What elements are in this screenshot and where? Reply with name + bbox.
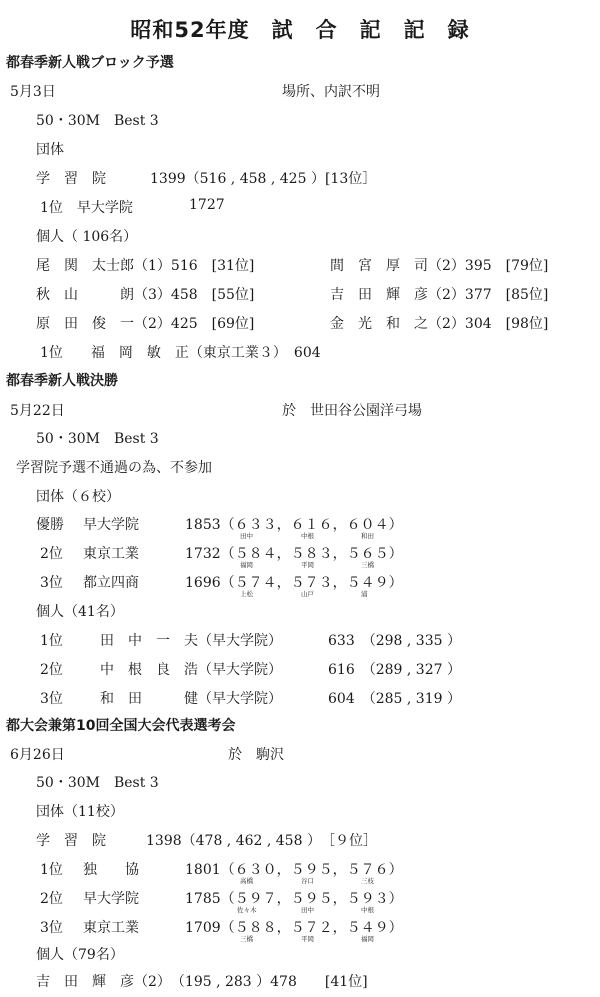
team-school: 学 習 院: [36, 171, 106, 187]
individual-result: 吉 田 輝 彦（2）377 [85位]: [330, 287, 549, 303]
team-rank: 2位: [40, 891, 63, 907]
page-title: 昭和52年度 試 合 記 記 録: [130, 18, 470, 42]
team-score: 1398（478 , 462 , 458 ） ［９位］: [146, 833, 377, 849]
team-first-place: 1位 早大学院: [40, 200, 133, 216]
individual-rank: 3位: [40, 691, 63, 707]
team-school: 早大学院: [83, 517, 139, 533]
team-score: 1696（５７４，５７３，５４９）: [185, 575, 403, 591]
team-school: 東京工業: [83, 546, 139, 562]
member-name: 中根: [301, 532, 314, 540]
individual-first-place: 1位 福 岡 敏 正（東京工業３） 604: [40, 345, 321, 361]
team-rank: 1位: [40, 862, 63, 878]
team-score: 1732（５８４，５８３，５６５）: [185, 546, 403, 562]
member-name: 上松: [240, 590, 253, 598]
team-school: 独 協: [83, 862, 139, 878]
member-name: 三橋: [361, 561, 374, 569]
event-date: 5月22日: [10, 403, 65, 419]
team-label: 団体（11校）: [36, 804, 124, 820]
member-name: 田中: [301, 906, 314, 914]
individual-label: 個人（79名）: [36, 947, 124, 963]
member-name: 中根: [361, 906, 374, 914]
individual-score: 633 （298 , 335 ）: [328, 633, 461, 649]
team-school: 早大学院: [83, 891, 139, 907]
individual-score: 604 （285 , 319 ）: [328, 691, 461, 707]
section-heading-tokyo-championship: 都大会兼第10回全国大会代表選考会: [6, 718, 236, 734]
member-name: 浦: [361, 590, 368, 598]
team-score: 1399（516 , 458 , 425 ）[13位］: [150, 171, 377, 187]
event-date: 6月26日: [10, 747, 65, 763]
team-rank: 3位: [40, 575, 63, 591]
member-name: 谷口: [301, 877, 314, 885]
section-heading-spring-final: 都春季新人戦決勝: [6, 373, 118, 389]
event-format: 50・30M Best 3: [36, 113, 159, 129]
team-score: 1801（６３０，５９５，５７６）: [185, 862, 403, 878]
individual-rank: 1位: [40, 633, 63, 649]
individual-label: 個人（41名）: [36, 604, 124, 620]
individual-label: 個人（ 106名）: [36, 229, 138, 245]
individual-result: 秋 山 朗（3）458 [55位]: [36, 287, 255, 303]
event-note: 学習院予選不通過の為、不参加: [16, 460, 212, 476]
team-score: 1785（５９７，５９５，５９３）: [185, 891, 403, 907]
member-name: 福岡: [240, 561, 253, 569]
member-name: 平岡: [301, 561, 314, 569]
team-label: 団体: [36, 142, 64, 158]
team-school: 学 習 院: [36, 833, 106, 849]
member-name: 山戸: [301, 590, 314, 598]
section-heading-block-qualifier: 都春季新人戦ブロック予選: [6, 55, 174, 71]
event-place: 於 世田谷公園洋弓場: [282, 403, 422, 419]
member-name: 高橋: [240, 877, 253, 885]
team-rank: 優勝: [36, 517, 64, 533]
individual-result: 原 田 俊 一（2）425 [69位]: [36, 316, 255, 332]
individual-result: 金 光 和 之（2）304 [98位]: [330, 316, 549, 332]
team-score: 1709（５８８，５７２，５４９）: [185, 920, 403, 936]
individual-name: 田 中 一 夫（早大学院）: [100, 633, 282, 649]
member-name: 田中: [240, 532, 253, 540]
individual-rank: 2位: [40, 662, 63, 678]
member-name: 三橋: [240, 935, 253, 943]
event-place: 於 駒沢: [228, 747, 284, 763]
event-date: 5月3日: [10, 84, 56, 100]
event-format: 50・30M Best 3: [36, 775, 159, 791]
team-score: 1853（６３３，６１６，６０４）: [185, 517, 403, 533]
individual-result: 吉 田 輝 彦（2） （195 , 283 ）478 [41位]: [36, 974, 368, 990]
individual-name: 和 田 健（早大学院）: [100, 691, 282, 707]
individual-name: 中 根 良 浩（早大学院）: [100, 662, 282, 678]
member-name: 三枝: [361, 877, 374, 885]
team-rank: 2位: [40, 546, 63, 562]
event-place: 場所、内訳不明: [282, 84, 380, 100]
member-name: 佐々木: [237, 906, 257, 914]
individual-score: 616 （289 , 327 ）: [328, 662, 461, 678]
team-label: 団体（６校）: [36, 489, 120, 505]
event-format: 50・30M Best 3: [36, 431, 159, 447]
member-name: 福岡: [361, 935, 374, 943]
team-first-score: 1727: [189, 197, 225, 213]
team-school: 東京工業: [83, 920, 139, 936]
team-school: 都立四商: [83, 575, 139, 591]
individual-result: 間 宮 厚 司（2）395 [79位]: [330, 258, 549, 274]
member-name: 和田: [361, 532, 374, 540]
member-name: 平岡: [301, 935, 314, 943]
individual-result: 尾 関 太士郎（1）516 [31位]: [36, 258, 255, 274]
team-rank: 3位: [40, 920, 63, 936]
